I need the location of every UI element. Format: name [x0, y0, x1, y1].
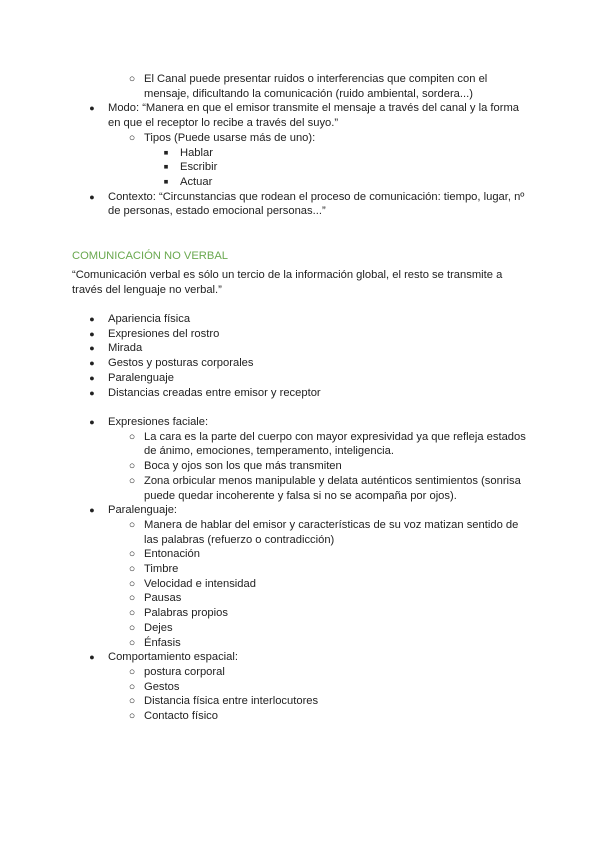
- faciales-label: Expresiones faciale:: [108, 416, 209, 428]
- bullet-dot: ●: [89, 505, 95, 516]
- bullet-dot: ●: [89, 417, 95, 427]
- bullet-dot: ●: [89, 358, 95, 369]
- bullet-dot: ●: [89, 314, 95, 324]
- contexto-line-1: Contexto: “Circunstancias que rodean el proceso de comunicación: tiempo, lugar, nº: [108, 190, 525, 203]
- bullet-dot: ●: [89, 328, 95, 339]
- bullet-circle: ○: [128, 577, 136, 590]
- bullet-circle: ○: [128, 430, 136, 443]
- paralenguaje-item: Pausas: [144, 592, 182, 605]
- modo-line-1: Modo: “Manera en que el emisor transmite el mensaje a través del canal y la forma: [108, 102, 520, 115]
- bullet-circle: ○: [128, 695, 136, 708]
- bullet-circle: ○: [128, 592, 136, 605]
- espacial-label: Comportamiento espacial:: [108, 651, 238, 664]
- element-item: Expresiones del rostro: [108, 327, 220, 340]
- bullet-circle: ○: [128, 73, 136, 85]
- espacial-item: postura corporal: [144, 665, 225, 678]
- bullet-dot: ●: [89, 372, 95, 383]
- bullet-dot: ●: [89, 191, 95, 202]
- bullet-square: ■: [163, 162, 169, 172]
- espacial-item: Distancia física entre interlocutores: [144, 695, 319, 708]
- modo-line-2: en que el receptor lo recibe a través del suyo.”: [108, 117, 339, 130]
- facial-item-line: Boca y ojos son los que más transmiten: [144, 460, 342, 473]
- bullet-square: ■: [163, 176, 169, 186]
- espacial-item: Gestos: [144, 680, 180, 693]
- element-item: Distancias creadas entre emisor y receptor: [108, 386, 321, 399]
- tipo-item: Actuar: [180, 175, 213, 188]
- quote-line-1: “Comunicación verbal es sólo un tercio de la información global, el resto se transmite a: [72, 269, 503, 281]
- paralenguaje-item: Velocidad e intensidad: [144, 577, 256, 590]
- element-item: Mirada: [108, 342, 143, 355]
- bullet-circle: ○: [128, 607, 136, 620]
- paralenguaje-item: Entonación: [144, 548, 200, 561]
- bullet-dot: ●: [89, 103, 95, 114]
- tipos-label: Tipos (Puede usarse más de uno):: [144, 131, 316, 144]
- paralenguaje-desc-line: Manera de hablar del emisor y características de su voz matizan sentido de: [144, 518, 519, 531]
- contexto-line-2: de personas, estado emocional personas...”: [108, 205, 326, 218]
- canal-note-line-2: mensaje, dificultando la comunicación (ruido ambiental, sordera...): [144, 87, 473, 100]
- bullet-circle: ○: [128, 460, 136, 473]
- bullet-dot: ●: [89, 652, 95, 663]
- quote-line-2: través del lenguaje no verbal.”: [72, 283, 222, 296]
- paralenguaje-item: Palabras propios: [144, 607, 228, 620]
- tipo-item: Hablar: [180, 146, 213, 159]
- facial-item-line: de ánimo, emociones, temperamento, inteligencia.: [144, 445, 394, 458]
- section-heading: COMUNICACIÓN NO VERBAL: [72, 250, 229, 262]
- bullet-circle: ○: [128, 548, 136, 561]
- paralenguaje-item: Énfasis: [144, 636, 181, 649]
- bullet-circle: ○: [128, 563, 136, 575]
- bullet-circle: ○: [128, 665, 136, 678]
- element-item: Apariencia física: [108, 313, 191, 325]
- element-item: Gestos y posturas corporales: [108, 357, 254, 370]
- bullet-dot: ●: [89, 343, 95, 354]
- tipo-item: Escribir: [180, 161, 218, 174]
- bullet-circle: ○: [128, 710, 136, 722]
- bullet-circle: ○: [128, 636, 136, 649]
- facial-item-line: Zona orbicular menos manipulable y delata auténticos sentimientos (sonrisa: [144, 474, 521, 487]
- bullet-circle: ○: [128, 474, 136, 487]
- paralenguaje-item: Timbre: [144, 563, 179, 575]
- bullet-circle: ○: [128, 680, 136, 693]
- facial-item-line: La cara es la parte del cuerpo con mayor expresividad ya que refleja estados: [144, 430, 526, 443]
- paralenguaje-item: Dejes: [144, 621, 173, 634]
- bullet-dot: ●: [89, 387, 95, 398]
- bullet-circle: ○: [128, 131, 136, 144]
- facial-item-line: puede quedar incoherente y falsa si no se acompaña por ojos).: [144, 489, 457, 502]
- espacial-item: Contacto físico: [144, 710, 218, 722]
- element-item: Paralenguaje: [108, 371, 174, 384]
- bullet-square: ■: [163, 147, 169, 157]
- bullet-circle: ○: [128, 621, 136, 634]
- bullet-circle: ○: [128, 518, 136, 531]
- paralenguaje-desc-line: las palabras (refuerzo o contradicción): [144, 533, 335, 546]
- canal-note-line-1: El Canal puede presentar ruidos o interferencias que compiten con el: [144, 73, 488, 85]
- paralenguaje-label: Paralenguaje:: [108, 504, 178, 517]
